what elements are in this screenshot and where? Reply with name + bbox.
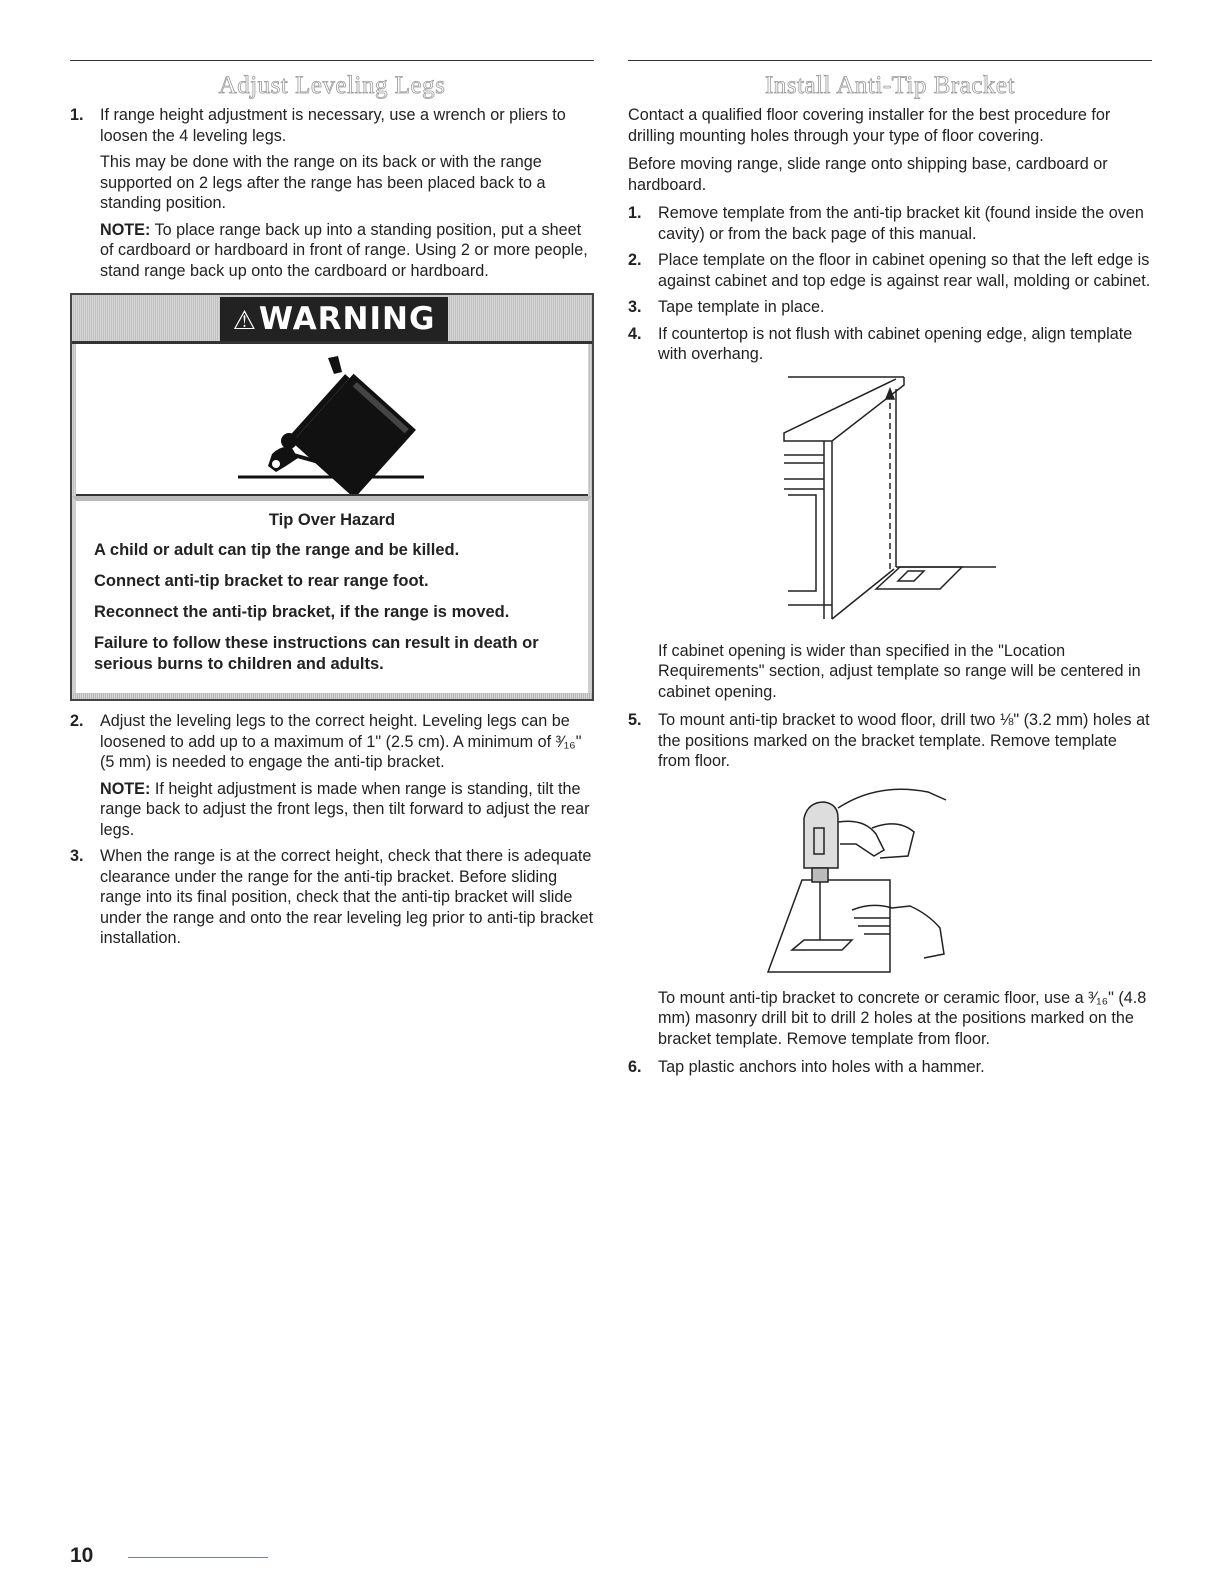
warning-badge — [220, 297, 448, 341]
section-rule — [628, 60, 1152, 61]
step-number: 5. — [628, 711, 642, 729]
warning-message: Failure to follow these instructions can result in death or serious burns to children and adults. — [94, 634, 539, 673]
warning-illustration — [76, 344, 588, 496]
footer-line — [128, 1557, 268, 1558]
step-number: 2. — [628, 251, 642, 269]
hazard-title: Tip Over Hazard — [268, 511, 396, 529]
warning-illustration-frame — [72, 344, 592, 496]
step-1 — [70, 105, 594, 281]
note-label: NOTE: — [100, 220, 151, 239]
step-text: When the range is at the correct height, check that there is adequate clearance under the range for the anti-tip bracket. Before sliding range into its final position, check that the anti-tip bracket will slide under the range and onto the rear leveling leg prior to anti-tip bracket installation. — [100, 847, 594, 947]
section-title-adjust-leveling-legs: Adjust Leveling Legs — [218, 72, 446, 99]
step-text: Remove template from the anti-tip bracket kit (found inside the oven cavity) or from the back page of this manual. — [658, 204, 1144, 243]
step-number: 6. — [628, 1058, 642, 1076]
warning-message: Reconnect the anti-tip bracket, if the range is moved. — [94, 603, 510, 621]
step-6 — [628, 1057, 1152, 1078]
note — [100, 220, 594, 282]
page-number: 10 — [70, 1544, 94, 1567]
tip-over-range-icon — [76, 344, 588, 494]
step-3 — [628, 297, 1152, 318]
warning-label: WARNING — [258, 301, 436, 337]
drill-illustration — [628, 778, 1152, 988]
step-text: Tap plastic anchors into holes with a hammer. — [658, 1058, 985, 1076]
step-number: 1. — [628, 204, 642, 222]
warning-header — [72, 295, 592, 344]
right-column — [628, 60, 1152, 1084]
step-4 — [628, 324, 1152, 365]
intro-paragraph: Before moving range, slide range onto shipping base, cardboard or hardboard. — [628, 155, 1108, 194]
paragraph: If cabinet opening is wider than specified in the "Location Requirements" section, adjust template so range will be centered in cabinet opening. — [658, 641, 1141, 701]
step-text: If countertop is not flush with cabinet opening edge, align template with overhang. — [658, 324, 1133, 363]
warning-footer — [72, 693, 592, 699]
cabinet-note — [628, 641, 1152, 703]
concrete-note — [628, 988, 1152, 1050]
step-number: 4. — [628, 324, 642, 343]
note-text: If height adjustment is made when range is standing, tilt the range back to adjust the front legs, then tilt forward to adjust the rear legs. — [100, 779, 590, 839]
step-1 — [628, 203, 1152, 244]
warning-box — [70, 293, 594, 701]
section-title-install-anti-tip-bracket: Install Anti-Tip Bracket — [765, 72, 1015, 99]
step-paragraph: This may be done with the range on its back or with the range supported on 2 legs after the range has been placed back to a standing position. — [100, 153, 546, 212]
warning-triangle-icon: ⚠ — [232, 306, 257, 336]
step-text: Place template on the floor in cabinet opening so that the left edge is against cabinet and top edge is against rear wall, molding or cabinet. — [658, 251, 1151, 290]
section-rule — [70, 60, 594, 61]
warning-body — [72, 496, 592, 693]
step-number: 3. — [70, 847, 84, 865]
note-text: To place range back up into a standing position, put a sheet of cardboard or hardboard in front of range. Using 2 or more people, stand range back up onto the cardboard or hardboard. — [100, 220, 588, 280]
note — [100, 779, 594, 841]
step-text: If range height adjustment is necessary, use a wrench or pliers to loosen the 4 leveling legs. — [100, 106, 566, 145]
warning-message: A child or adult can tip the range and be killed. — [94, 541, 460, 559]
step-2 — [70, 711, 594, 840]
step-3 — [70, 846, 594, 949]
step-2 — [628, 250, 1152, 291]
step-number: 3. — [628, 298, 642, 316]
step-text: Adjust the leveling legs to the correct height. Leveling legs can be loosened to add up to a maximum of 1" (2.5 cm). A minimum of ³⁄₁₆" (5 mm) is needed to engage the anti-tip bracket. — [100, 712, 582, 771]
warning-message: Connect anti-tip bracket to rear range foot. — [94, 572, 429, 590]
step-number: 1. — [70, 106, 84, 124]
step-text: To mount anti-tip bracket to wood floor, drill two ⅛" (3.2 mm) holes at the positions marked on the bracket template. Remove template from floor. — [658, 711, 1150, 770]
step-number: 2. — [70, 712, 84, 730]
step-5 — [628, 710, 1152, 772]
step-text: Tape template in place. — [658, 298, 825, 316]
intro-paragraph: Contact a qualified floor covering installer for the best procedure for drilling mounting holes through your type of floor covering. — [628, 106, 1111, 145]
paragraph: To mount anti-tip bracket to concrete or ceramic floor, use a ³⁄₁₆" (4.8 mm) masonry drill bit to drill 2 holes at the positions marked on the bracket template. Remove template from floor. — [658, 988, 1147, 1048]
left-column — [70, 60, 594, 955]
cabinet-template-illustration — [628, 371, 1152, 641]
note-label: NOTE: — [100, 779, 151, 798]
